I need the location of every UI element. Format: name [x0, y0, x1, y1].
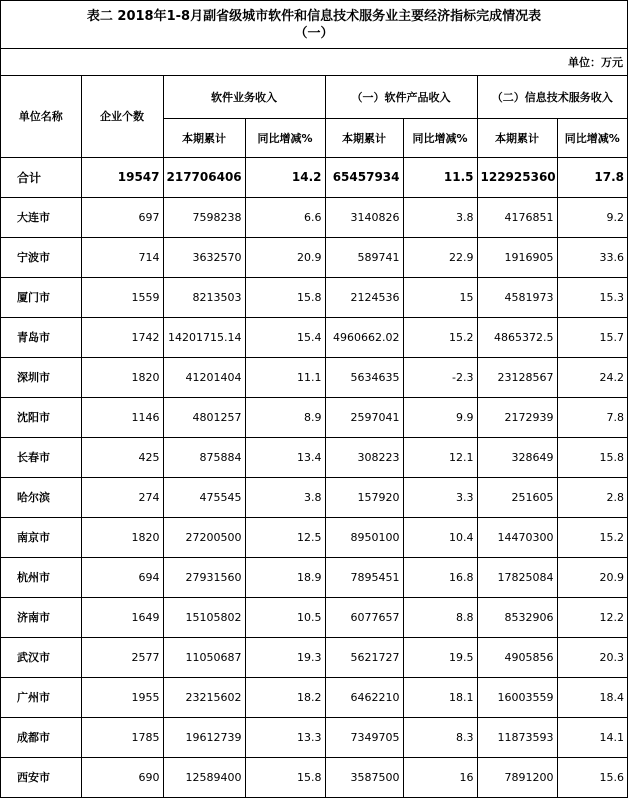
header-sw-cumulative[interactable]: 本期累计 — [163, 118, 245, 157]
cell-unit-name[interactable]: 厦门市 — [1, 277, 81, 317]
table-body — [1, 157, 627, 797]
cell-sw-cumulative[interactable]: 875884 — [163, 437, 245, 477]
cell-svc-yoy[interactable]: 20.9 — [557, 557, 627, 597]
cell-unit-name[interactable]: 长春市 — [1, 437, 81, 477]
cell-sw-cumulative[interactable]: 23215602 — [163, 677, 245, 717]
table-row — [1, 517, 627, 557]
cell-sw-yoy[interactable]: 15.4 — [245, 317, 325, 357]
cell-sw-yoy[interactable]: 13.3 — [245, 717, 325, 757]
cell-svc-yoy[interactable]: 14.1 — [557, 717, 627, 757]
cell-sw-cumulative[interactable]: 14201715.14 — [163, 317, 245, 357]
cell-sw-yoy[interactable]: 8.9 — [245, 397, 325, 437]
cell-sw-cumulative[interactable]: 7598238 — [163, 197, 245, 237]
cell-sw-yoy[interactable]: 11.1 — [245, 357, 325, 397]
table-row — [1, 317, 627, 357]
cell-svc-yoy[interactable]: 12.2 — [557, 597, 627, 637]
cell-unit-name[interactable]: 杭州市 — [1, 557, 81, 597]
cell-prod-yoy[interactable]: 16.8 — [403, 557, 477, 597]
header-svc-cumulative[interactable]: 本期累计 — [477, 118, 557, 157]
cell-enterprise-count[interactable]: 1785 — [81, 717, 163, 757]
cell-sw-yoy[interactable]: 14.2 — [245, 157, 325, 197]
cell-unit-name[interactable]: 西安市 — [1, 757, 81, 797]
title-line-2: （一） — [294, 25, 334, 41]
cell-svc-yoy[interactable]: 9.2 — [557, 197, 627, 237]
cell-enterprise-count[interactable]: 694 — [81, 557, 163, 597]
cell-svc-cumulative[interactable]: 7891200 — [477, 757, 557, 797]
cell-enterprise-count[interactable]: 19547 — [81, 157, 163, 197]
cell-prod-cumulative[interactable]: 4960662.02 — [325, 317, 403, 357]
table-row-total — [1, 157, 627, 197]
table-row — [1, 277, 627, 317]
cell-sw-yoy[interactable]: 10.5 — [245, 597, 325, 637]
cell-prod-cumulative[interactable]: 3140826 — [325, 197, 403, 237]
table-row — [1, 597, 627, 637]
table-title — [1, 1, 627, 49]
cell-prod-yoy[interactable]: 15 — [403, 277, 477, 317]
unit-label: 单位：万元 — [568, 56, 623, 69]
cell-prod-cumulative[interactable]: 5621727 — [325, 637, 403, 677]
cell-sw-cumulative[interactable]: 15105802 — [163, 597, 245, 637]
cell-svc-cumulative[interactable]: 17825084 — [477, 557, 557, 597]
cell-enterprise-count[interactable]: 697 — [81, 197, 163, 237]
cell-svc-cumulative[interactable]: 1916905 — [477, 237, 557, 277]
cell-enterprise-count[interactable]: 1820 — [81, 357, 163, 397]
table-row — [1, 397, 627, 437]
cell-sw-yoy[interactable]: 15.8 — [245, 277, 325, 317]
cell-sw-yoy[interactable]: 20.9 — [245, 237, 325, 277]
cell-prod-yoy[interactable]: 3.3 — [403, 477, 477, 517]
cell-svc-cumulative[interactable]: 4905856 — [477, 637, 557, 677]
cell-unit-name[interactable]: 合计 — [1, 157, 81, 197]
cell-prod-cumulative[interactable]: 7349705 — [325, 717, 403, 757]
cell-svc-yoy[interactable]: 20.3 — [557, 637, 627, 677]
cell-enterprise-count[interactable]: 2577 — [81, 637, 163, 677]
cell-enterprise-count[interactable]: 714 — [81, 237, 163, 277]
cell-sw-cumulative[interactable]: 19612739 — [163, 717, 245, 757]
cell-svc-yoy[interactable]: 17.8 — [557, 157, 627, 197]
cell-sw-yoy[interactable]: 3.8 — [245, 477, 325, 517]
header-svc-yoy[interactable]: 同比增减% — [557, 118, 627, 157]
cell-unit-name[interactable]: 沈阳市 — [1, 397, 81, 437]
cell-prod-cumulative[interactable]: 2124536 — [325, 277, 403, 317]
cell-sw-yoy[interactable]: 19.3 — [245, 637, 325, 677]
cell-prod-yoy[interactable]: 8.8 — [403, 597, 477, 637]
cell-prod-yoy[interactable]: 16 — [403, 757, 477, 797]
cell-svc-cumulative[interactable]: 2172939 — [477, 397, 557, 437]
header-enterprise-count[interactable]: 企业个数 — [81, 76, 163, 157]
cell-svc-cumulative[interactable]: 251605 — [477, 477, 557, 517]
table-row — [1, 637, 627, 677]
cell-unit-name[interactable]: 武汉市 — [1, 637, 81, 677]
header-sw-yoy[interactable]: 同比增减% — [245, 118, 325, 157]
cell-prod-yoy[interactable]: 19.5 — [403, 637, 477, 677]
cell-sw-cumulative[interactable]: 3632570 — [163, 237, 245, 277]
title-line-1: 表二 2018年1-8月副省级城市软件和信息技术服务业主要经济指标完成情况表 — [86, 8, 542, 24]
cell-enterprise-count[interactable]: 1146 — [81, 397, 163, 437]
cell-enterprise-count[interactable]: 1955 — [81, 677, 163, 717]
cell-sw-yoy[interactable]: 15.8 — [245, 757, 325, 797]
cell-sw-yoy[interactable]: 13.4 — [245, 437, 325, 477]
cell-svc-yoy[interactable]: 33.6 — [557, 237, 627, 277]
cell-prod-cumulative[interactable]: 6077657 — [325, 597, 403, 637]
header-service-income[interactable]: （二）信息技术服务收入 — [477, 76, 627, 118]
cell-svc-cumulative[interactable]: 23128567 — [477, 357, 557, 397]
cell-sw-cumulative[interactable]: 27931560 — [163, 557, 245, 597]
header-product-income[interactable]: （一）软件产品收入 — [325, 76, 477, 118]
cell-prod-cumulative[interactable]: 157920 — [325, 477, 403, 517]
table-row — [1, 557, 627, 597]
cell-unit-name[interactable]: 宁波市 — [1, 237, 81, 277]
cell-prod-yoy[interactable]: 12.1 — [403, 437, 477, 477]
cell-unit-name[interactable]: 南京市 — [1, 517, 81, 557]
cell-prod-cumulative[interactable]: 65457934 — [325, 157, 403, 197]
table-row — [1, 717, 627, 757]
cell-unit-name[interactable]: 哈尔滨 — [1, 477, 81, 517]
cell-prod-yoy[interactable]: 9.9 — [403, 397, 477, 437]
cell-enterprise-count[interactable]: 690 — [81, 757, 163, 797]
cell-enterprise-count[interactable]: 1742 — [81, 317, 163, 357]
unit-row — [1, 49, 627, 76]
cell-sw-cumulative[interactable]: 217706406 — [163, 157, 245, 197]
cell-unit-name[interactable]: 大连市 — [1, 197, 81, 237]
table-row — [1, 357, 627, 397]
header-unit-name[interactable]: 单位名称 — [1, 76, 81, 157]
cell-enterprise-count[interactable]: 1559 — [81, 277, 163, 317]
cell-svc-cumulative[interactable]: 4176851 — [477, 197, 557, 237]
table-row — [1, 757, 627, 797]
cell-sw-cumulative[interactable]: 12589400 — [163, 757, 245, 797]
cell-sw-yoy[interactable]: 6.6 — [245, 197, 325, 237]
cell-svc-yoy[interactable]: 7.8 — [557, 397, 627, 437]
cell-svc-cumulative[interactable]: 4581973 — [477, 277, 557, 317]
cell-svc-yoy[interactable]: 15.2 — [557, 517, 627, 557]
table-row — [1, 477, 627, 517]
cell-prod-cumulative[interactable]: 2597041 — [325, 397, 403, 437]
cell-unit-name[interactable]: 广州市 — [1, 677, 81, 717]
cell-prod-yoy[interactable]: 15.2 — [403, 317, 477, 357]
cell-sw-cumulative[interactable]: 27200500 — [163, 517, 245, 557]
cell-prod-cumulative[interactable]: 7895451 — [325, 557, 403, 597]
cell-unit-name[interactable]: 青岛市 — [1, 317, 81, 357]
cell-prod-yoy[interactable]: -2.3 — [403, 357, 477, 397]
cell-sw-yoy[interactable]: 18.9 — [245, 557, 325, 597]
cell-svc-cumulative[interactable]: 328649 — [477, 437, 557, 477]
cell-prod-yoy[interactable]: 22.9 — [403, 237, 477, 277]
cell-sw-yoy[interactable]: 18.2 — [245, 677, 325, 717]
cell-prod-cumulative[interactable]: 3587500 — [325, 757, 403, 797]
cell-svc-cumulative[interactable]: 16003559 — [477, 677, 557, 717]
cell-prod-yoy[interactable]: 10.4 — [403, 517, 477, 557]
data-table — [1, 76, 627, 797]
cell-unit-name[interactable]: 济南市 — [1, 597, 81, 637]
cell-sw-cumulative[interactable]: 475545 — [163, 477, 245, 517]
cell-svc-yoy[interactable]: 15.6 — [557, 757, 627, 797]
cell-enterprise-count[interactable]: 1820 — [81, 517, 163, 557]
cell-sw-cumulative[interactable]: 4801257 — [163, 397, 245, 437]
cell-svc-yoy[interactable]: 18.4 — [557, 677, 627, 717]
cell-svc-cumulative[interactable]: 122925360 — [477, 157, 557, 197]
cell-svc-yoy[interactable]: 15.8 — [557, 437, 627, 477]
cell-enterprise-count[interactable]: 1649 — [81, 597, 163, 637]
cell-prod-cumulative[interactable]: 8950100 — [325, 517, 403, 557]
cell-prod-cumulative[interactable]: 6462210 — [325, 677, 403, 717]
cell-svc-yoy[interactable]: 24.2 — [557, 357, 627, 397]
cell-svc-cumulative[interactable]: 11873593 — [477, 717, 557, 757]
cell-prod-yoy[interactable]: 11.5 — [403, 157, 477, 197]
cell-svc-yoy[interactable]: 2.8 — [557, 477, 627, 517]
cell-enterprise-count[interactable]: 274 — [81, 477, 163, 517]
header-prod-cumulative[interactable]: 本期累计 — [325, 118, 403, 157]
cell-unit-name[interactable]: 成都市 — [1, 717, 81, 757]
cell-svc-yoy[interactable]: 15.7 — [557, 317, 627, 357]
header-software-income[interactable]: 软件业务收入 — [163, 76, 325, 118]
table-row — [1, 437, 627, 477]
header-prod-yoy[interactable]: 同比增减% — [403, 118, 477, 157]
cell-svc-yoy[interactable]: 15.3 — [557, 277, 627, 317]
cell-prod-yoy[interactable]: 8.3 — [403, 717, 477, 757]
cell-prod-yoy[interactable]: 18.1 — [403, 677, 477, 717]
cell-svc-cumulative[interactable]: 14470300 — [477, 517, 557, 557]
cell-unit-name[interactable]: 深圳市 — [1, 357, 81, 397]
cell-prod-yoy[interactable]: 3.8 — [403, 197, 477, 237]
cell-prod-cumulative[interactable]: 5634635 — [325, 357, 403, 397]
cell-svc-cumulative[interactable]: 4865372.5 — [477, 317, 557, 357]
cell-sw-cumulative[interactable]: 41201404 — [163, 357, 245, 397]
table-row — [1, 677, 627, 717]
cell-sw-cumulative[interactable]: 8213503 — [163, 277, 245, 317]
cell-sw-yoy[interactable]: 12.5 — [245, 517, 325, 557]
cell-sw-cumulative[interactable]: 11050687 — [163, 637, 245, 677]
header-row-1 — [1, 76, 627, 118]
table-row — [1, 237, 627, 277]
cell-svc-cumulative[interactable]: 8532906 — [477, 597, 557, 637]
cell-prod-cumulative[interactable]: 589741 — [325, 237, 403, 277]
cell-prod-cumulative[interactable]: 308223 — [325, 437, 403, 477]
cell-enterprise-count[interactable]: 425 — [81, 437, 163, 477]
table-row — [1, 197, 627, 237]
